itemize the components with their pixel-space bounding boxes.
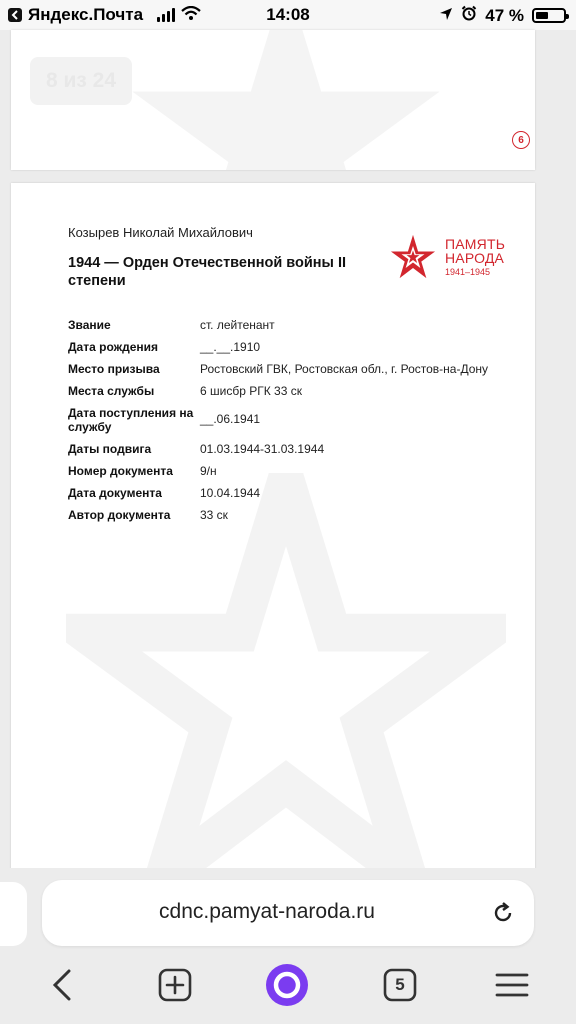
new-tab-button[interactable] <box>153 963 197 1007</box>
status-bar <box>0 0 576 30</box>
alice-assistant-button[interactable] <box>265 963 309 1007</box>
record-details-table <box>68 318 488 530</box>
detail-row-birth-date <box>68 340 488 354</box>
logo-line-1: ПАМЯТЬ <box>445 236 506 252</box>
star-watermark-icon <box>66 473 506 883</box>
tabs-count: 5 <box>395 975 405 994</box>
logo-line-2: НАРОДА <box>445 249 505 266</box>
detail-value: __.__.1910 <box>200 340 261 354</box>
browser-bottom-panel <box>0 868 576 1024</box>
detail-row-document-date <box>68 486 488 500</box>
detail-row-service-start <box>68 406 488 434</box>
hamburger-menu-icon <box>495 971 529 999</box>
tabs-button[interactable] <box>378 963 422 1007</box>
detail-label: Даты подвига <box>68 442 152 456</box>
previous-page <box>11 30 535 170</box>
page-number-badge: 6 <box>512 131 530 149</box>
person-name: Козырев Николай Михайлович <box>68 225 253 240</box>
detail-label: Дата документа <box>68 486 162 500</box>
detail-value: Ростовский ГВК, Ростовская обл., г. Ростов-на-Дону <box>200 362 489 376</box>
detail-value: 6 шисбр РГК 33 ск <box>200 384 302 398</box>
detail-value: 01.03.1944-31.03.1944 <box>200 442 325 456</box>
detail-value: __.06.1941 <box>200 412 261 426</box>
menu-button[interactable] <box>490 963 534 1007</box>
battery-percent: 47 % <box>485 5 524 25</box>
pamyat-naroda-logo <box>389 234 529 284</box>
reload-icon[interactable] <box>490 900 516 926</box>
address-bar[interactable] <box>42 880 534 946</box>
detail-label: Автор документа <box>68 508 171 522</box>
detail-row-service-places <box>68 384 488 398</box>
star-watermark-icon <box>121 30 451 170</box>
previous-tab-card[interactable] <box>0 882 27 946</box>
alice-icon <box>265 963 309 1007</box>
detail-value: 9/н <box>200 464 217 478</box>
detail-label: Дата поступления на службу <box>68 406 194 434</box>
browser-toolbar <box>0 963 576 1011</box>
chevron-left-icon <box>51 969 73 1001</box>
back-app-label: Яндекс.Почта <box>28 5 144 24</box>
detail-label: Дата рождения <box>68 340 159 354</box>
back-button[interactable] <box>40 963 84 1007</box>
detail-value: ст. лейтенант <box>200 318 275 332</box>
detail-label: Место призыва <box>68 362 160 376</box>
page-counter: 8 из 24 <box>30 57 132 105</box>
detail-row-rank <box>68 318 488 332</box>
record-page <box>11 183 535 883</box>
plus-square-icon <box>158 968 192 1002</box>
clock: 14:08 <box>266 5 310 24</box>
logo-years: 1941–1945 <box>445 267 491 277</box>
detail-row-feat-dates <box>68 442 488 456</box>
detail-value: 33 ск <box>200 508 228 522</box>
detail-row-conscription-place <box>68 362 488 376</box>
url-text[interactable]: cdnc.pamyat-naroda.ru <box>159 900 375 923</box>
battery-icon <box>532 8 566 23</box>
location-arrow-icon <box>439 6 453 26</box>
detail-label: Звание <box>68 318 111 332</box>
red-star-icon <box>389 234 437 280</box>
award-title: 1944 — Орден Отечественной войны II степени <box>68 255 347 289</box>
detail-label: Места службы <box>68 384 155 398</box>
detail-row-document-author <box>68 508 488 522</box>
alarm-icon <box>461 5 477 26</box>
detail-label: Номер документа <box>68 464 173 478</box>
detail-row-document-number <box>68 464 488 478</box>
detail-value: 10.04.1944 <box>200 486 261 500</box>
